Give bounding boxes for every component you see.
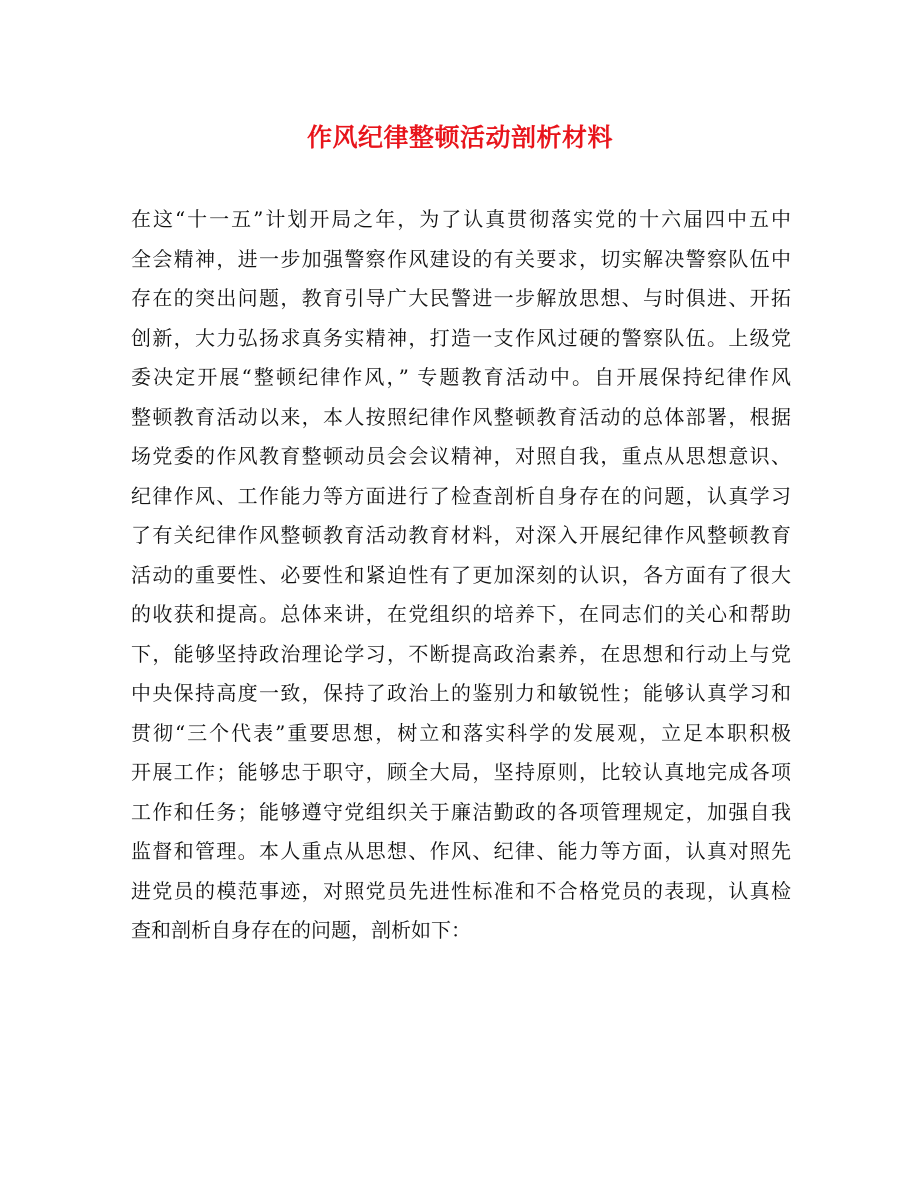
paragraph-line: 整顿教育活动以来，本人按照纪律作风整顿教育活动的总体部署，根据: [131, 404, 791, 429]
paragraph-line: 开展工作；能够忠于职守，顾全大局，坚持原则，比较认真地完成各项: [131, 760, 791, 784]
paragraph-line: 了有关纪律作风整顿教育活动教育材料，对深入开展纪律作风整顿教育: [131, 523, 791, 547]
paragraph-line: 纪律作风、工作能力等方面进行了检查剖析自身存在的问题，认真学习: [131, 483, 791, 508]
paragraph-line: 进党员的模范事迹，对照党员先进性标准和不合格党员的表现，认真检: [131, 878, 791, 903]
paragraph-line: 贯彻“三个代表”重要思想，树立和落实科学的发展观，立足本职积极: [131, 720, 791, 745]
document-title: 作风纪律整顿活动剖析材料: [306, 123, 613, 152]
paragraph-line: 在这“十一五”计划开局之年，为了认真贯彻落实党的十六届四中五中: [131, 207, 791, 231]
paragraph-line: 的收获和提高。总体来讲，在党组织的培养下，在同志们的关心和帮助: [131, 602, 791, 626]
paragraph-line: 工作和任务；能够遵守党组织关于廉洁勤政的各项管理规定，加强自我: [131, 799, 791, 824]
body-paragraph: [131, 200, 791, 951]
paragraph-line: 创新，大力弘扬求真务实精神，打造一支作风过硬的警察队伍。上级党: [131, 325, 791, 350]
paragraph-line: 下，能够坚持政治理论学习，不断提高政治素养，在思想和行动上与党: [131, 641, 791, 666]
paragraph-line: 监督和管理。本人重点从思想、作风、纪律、能力等方面，认真对照先: [131, 839, 791, 863]
paragraph-line: 查和剖析自身存在的问题，剖析如下：: [131, 918, 471, 942]
paragraph-line: 场党委的作风教育整顿动员会会议精神，对照自我，重点从思想意识、: [131, 444, 791, 468]
paragraph-line: 全会精神，进一步加强警察作风建设的有关要求，切实解决警察队伍中: [131, 246, 791, 271]
paragraph-line: 存在的突出问题，教育引导广大民警进一步解放思想、与时俱进、开拓: [131, 286, 791, 310]
paragraph-line: 中央保持高度一致，保持了政治上的鉴别力和敏锐性；能够认真学习和: [131, 681, 791, 705]
paragraph-line: 委决定开展“整顿纪律作风，” 专题教育活动中。自开展保持纪律作风: [131, 365, 791, 389]
paragraph-line: 活动的重要性、必要性和紧迫性有了更加深刻的认识，各方面有了很大: [131, 562, 791, 587]
